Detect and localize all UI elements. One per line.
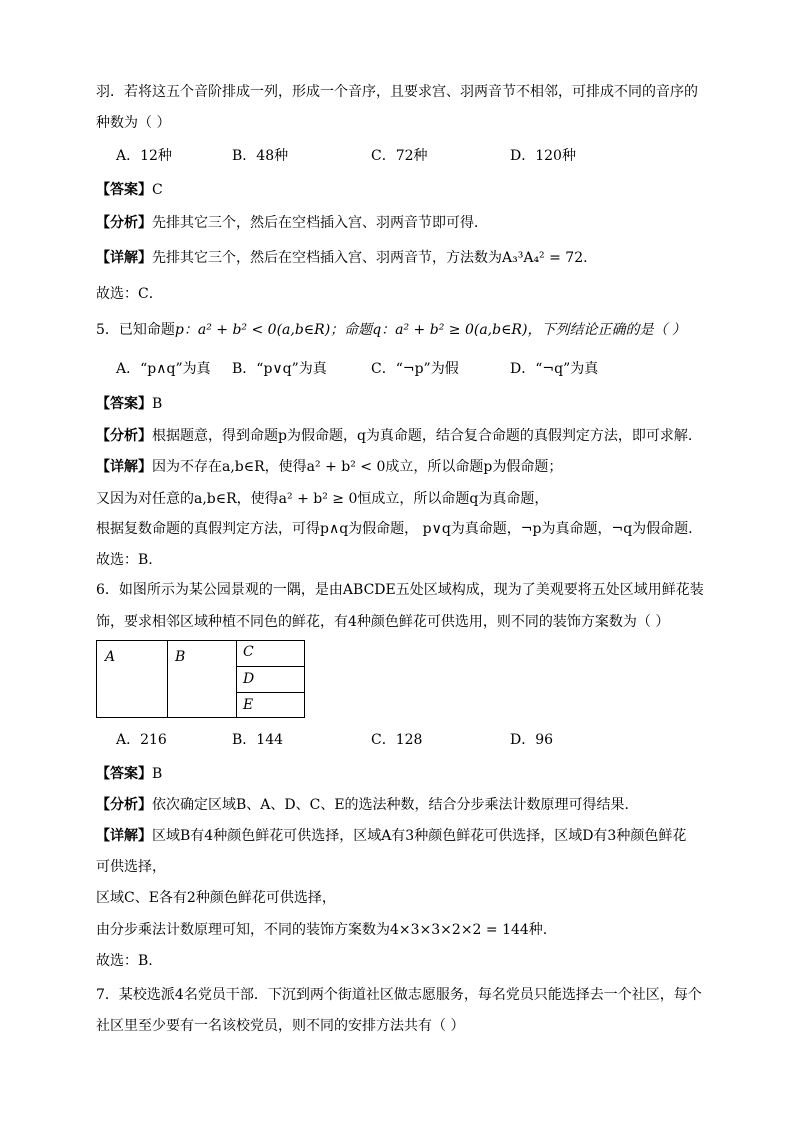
- region-b-label: B: [175, 649, 186, 665]
- q4-option-a: A．12种: [116, 148, 172, 164]
- answer-tag: 【答案】: [96, 766, 152, 782]
- answer-value: B: [152, 766, 163, 782]
- q6-option-a: A．216: [116, 732, 167, 748]
- q6-stem-line1: 6．如图所示为某公园景观的一隅，是由ABCDE五处区域构成，现为了美观要将五处区域用鲜花装: [96, 582, 704, 598]
- divider: [167, 641, 168, 717]
- region-d-label: D: [243, 671, 255, 687]
- q6-detail-line3: 区域C、E各有2种颜色鲜花可供选择，: [96, 890, 336, 906]
- q5-stem-q: q：a² + b² ≥ 0(a,b∈R)，下列结论正确的是（ ）: [372, 322, 686, 338]
- q5-answer: [96, 394, 162, 414]
- q6-detail-line4: 由分步乘法计数原理可知，不同的装饰方案数为4×3×3×2×2 = 144种.: [96, 922, 548, 938]
- q6-option-b: B．144: [232, 732, 284, 748]
- q6-stem-line2: 饰，要求相邻区域种植不同色的鲜花，有4种颜色鲜花可供选用，则不同的装饰方案数为（ ）: [96, 614, 670, 630]
- q6-answer: [96, 764, 162, 784]
- q4-stem-line1: 羽．若将这五个音阶排成一列，形成一个音序，且要求宫、羽两音节不相邻，可排成不同的音序的: [96, 84, 698, 100]
- q5-detail-line2: 又因为对任意的a,b∈R，使得a² + b² ≥ 0恒成立，所以命题q为真命题，: [96, 491, 549, 507]
- q5-stem: [96, 320, 686, 340]
- region-a-label: A: [105, 649, 116, 665]
- q6-option-d: D．96: [510, 732, 554, 748]
- q5-stem-a: 5．已知命题: [96, 322, 175, 338]
- detail-tag: 【详解】: [96, 250, 152, 266]
- q5-option-c: C．“¬p”为假: [371, 361, 459, 377]
- q6-analysis: [96, 795, 629, 815]
- q4-answer: [96, 180, 163, 200]
- analysis-text: 依次确定区域B、A、D、C、E的选法种数，结合分步乘法计数原理可得结果.: [152, 797, 630, 813]
- q5-detail: [96, 457, 562, 477]
- q6-choose: 故选：B.: [96, 953, 153, 969]
- region-c-label: C: [243, 644, 254, 660]
- detail-tag: 【详解】: [96, 459, 152, 475]
- q5-option-b: B．“p∨q”为真: [232, 361, 327, 377]
- q4-option-d: D．120种: [510, 148, 576, 164]
- analysis-tag: 【分析】: [96, 215, 152, 231]
- divider: [236, 666, 304, 667]
- q6-detail: [96, 826, 686, 846]
- detail-text: 先排其它三个，然后在空档插入宫、羽两音节，方法数为A₃³A₄² = 72.: [152, 250, 588, 266]
- detail-tag: 【详解】: [96, 828, 152, 844]
- analysis-text: 先排其它三个，然后在空档插入宫、羽两音节即可得．: [152, 215, 488, 231]
- q6-option-c: C．128: [371, 732, 423, 748]
- region-diagram: [96, 640, 305, 718]
- answer-value: B: [152, 396, 163, 412]
- analysis-tag: 【分析】: [96, 797, 152, 813]
- q5-stem-p: p：a² + b² < 0(a,b∈R)；命题: [174, 322, 373, 338]
- q5-analysis: [96, 426, 692, 446]
- q7-stem-line1: 7．某校选派4名党员干部．下沉到两个街道社区做志愿服务，每名党员只能选择去一个社区，每个: [96, 987, 702, 1003]
- divider: [236, 692, 304, 693]
- answer-value: C: [152, 182, 163, 198]
- q4-stem-line2: 种数为（ ）: [96, 115, 171, 131]
- q5-option-a: A．“p∧q”为真: [116, 361, 211, 377]
- q7-stem-line2: 社区里至少要有一名该校党员，则不同的安排方法共有（ ）: [96, 1018, 465, 1034]
- q4-choose: 故选：C．: [96, 286, 163, 302]
- region-e-label: E: [243, 697, 254, 713]
- analysis-tag: 【分析】: [96, 428, 152, 444]
- detail-text: 因为不存在a,b∈R，使得a² + b² < 0成立，所以命题p为假命题；: [152, 459, 563, 475]
- q4-option-c: C．72种: [371, 148, 428, 164]
- q5-option-d: D．“¬q”为真: [510, 361, 599, 377]
- divider: [236, 641, 237, 717]
- answer-tag: 【答案】: [96, 396, 152, 412]
- q4-option-b: B．48种: [232, 148, 289, 164]
- q4-detail: [96, 248, 588, 268]
- q6-detail-line2: 可供选择，: [96, 859, 166, 875]
- q4-analysis: [96, 213, 488, 233]
- detail-text: 区域B有4种颜色鲜花可供选择，区域A有3种颜色鲜花可供选择，区域D有3种颜色鲜花: [152, 828, 687, 844]
- answer-tag: 【答案】: [96, 182, 152, 198]
- q5-choose: 故选：B.: [96, 552, 153, 568]
- q5-detail-line3: 根据复数命题的真假判定方法，可得p∧q为假命题， p∨q为真命题，¬p为真命题，¬q为假命题.: [96, 521, 693, 537]
- analysis-text: 根据题意，得到命题p为假命题，q为真命题，结合复合命题的真假判定方法，即可求解.: [152, 428, 693, 444]
